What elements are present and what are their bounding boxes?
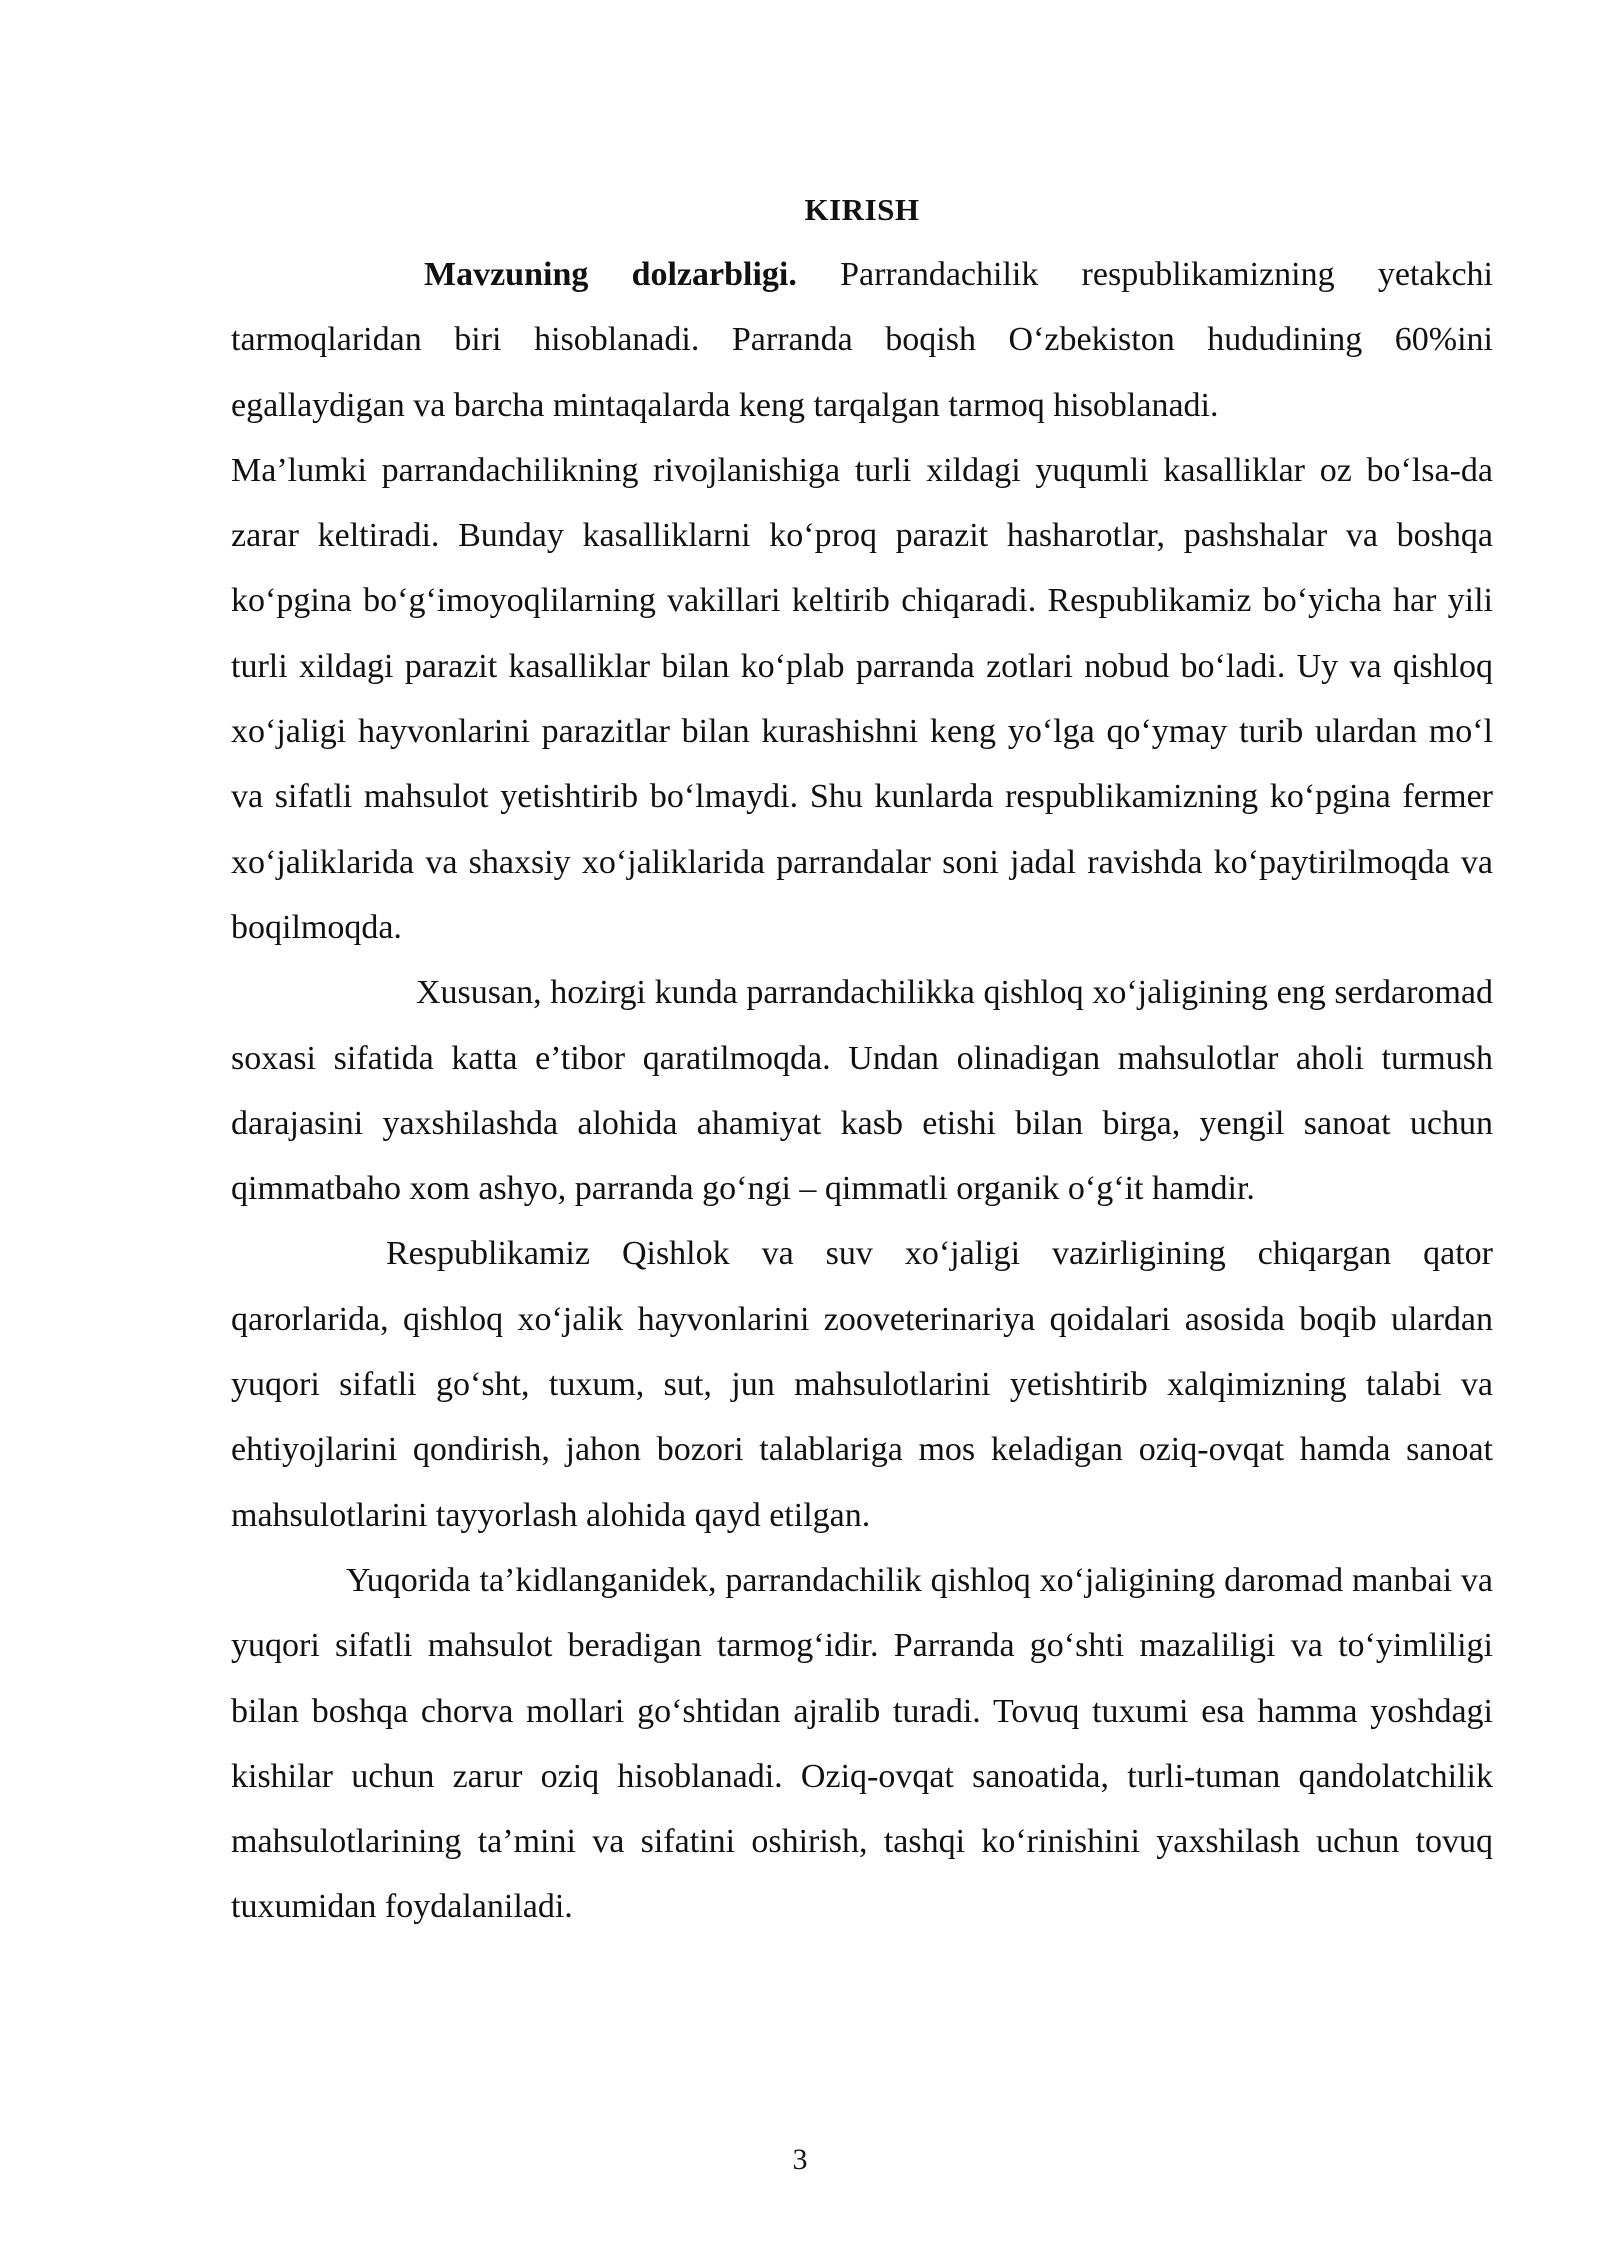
body-text	[231, 242, 1493, 1940]
paragraph-lead-bold: Mavzuning dolzarbligi.	[424, 256, 797, 293]
section-heading: KIRISH	[804, 192, 920, 227]
paragraph-ministry-decisions: Respublikamiz Qishlok va suv xo‘jaligi vazirligining chiqargan qator qarorlarida, qishloq xo‘jalik hayvonlarini zooveterinariya qoidalari asosida boqib ulardan yuqori sifatli go‘sht, tuxum, sut, jun mahsulotlarini yetishtirib xalqimizning talabi va ehtiyojlarini qondirish, jahon bozori talablariga mos keladigan oziq-ovqat hamda sanoat mahsulotlarini tayyorlash alohida qayd etilgan.	[231, 1235, 1493, 1534]
paragraph-text: Parrandachilik respublikamizning yetakchi tarmoqlaridan biri hisoblanadi. Parranda boqish O‘zbekiston hududining 60%ini egallaydigan va barcha mintaqalarda keng tarqalgan tarmoq hisoblanadi.	[231, 256, 1493, 424]
paragraph-relevance	[231, 242, 1493, 438]
paragraph-poultry-products: Yuqorida ta’kidlanganidek, parrandachilik qishloq xo‘jaligining daromad manbai va yuqori sifatli mahsulot beradigan tarmog‘idir. Parranda go‘shti mazaliligi va to‘yimliligi bilan boshqa chorva mollari go‘shtidan ajralib turadi. Tovuq tuxumi esa hamma yoshdagi kishilar uchun zarur oziq hisoblanadi. Oziq-ovqat sanoatida, turli-tuman qandolatchilik mahsulotlarining ta’mini va sifatini oshirish, tashqi ko‘rinishini yaxshilash uchun tovuq tuxumidan foydalaniladi.	[231, 1561, 1493, 1926]
page-number: 3	[792, 2143, 808, 2176]
paragraph-poultry-importance: Xususan, hozirgi kunda parrandachilikka qishloq xo‘jaligining eng serdaromad soxasi sifatida katta e’tibor qaratilmoqda. Undan olinadigan mahsulotlar aholi turmush darajasini yaxshilashda alohida ahamiyat kasb etishi bilan birga, yengil sanoat uchun qimmatbaho xom ashyo, parranda go‘ngi – qimmatli organik o‘g‘it hamdir.	[231, 974, 1493, 1208]
paragraph-diseases: Ma’lumki parrandachilikning rivojlanishiga turli xildagi yuqumli kasalliklar oz bo‘lsa-da zarar keltiradi. Bunday kasalliklarni ko‘proq parazit hasharotlar, pashshalar va boshqa ko‘pgina bo‘g‘imoyoqlilarning vakillari keltirib chiqaradi. Respublikamiz bo‘yicha har yili turli xildagi parazit kasalliklar bilan ko‘plab parranda zotlari nobud bo‘ladi. Uy va qishloq xo‘jaligi hayvonlarini parazitlar bilan kurashishni keng yo‘lga qo‘ymay turib ulardan mo‘l va sifatli mahsulot yetishtirib bo‘lmaydi. Shu kunlarda respublikamizning ko‘pgina fermer xo‘jaliklarida va shaxsiy xo‘jaliklarida parrandalar soni jadal ravishda ko‘paytirilmoqda va boqilmoqda.	[231, 451, 1493, 946]
